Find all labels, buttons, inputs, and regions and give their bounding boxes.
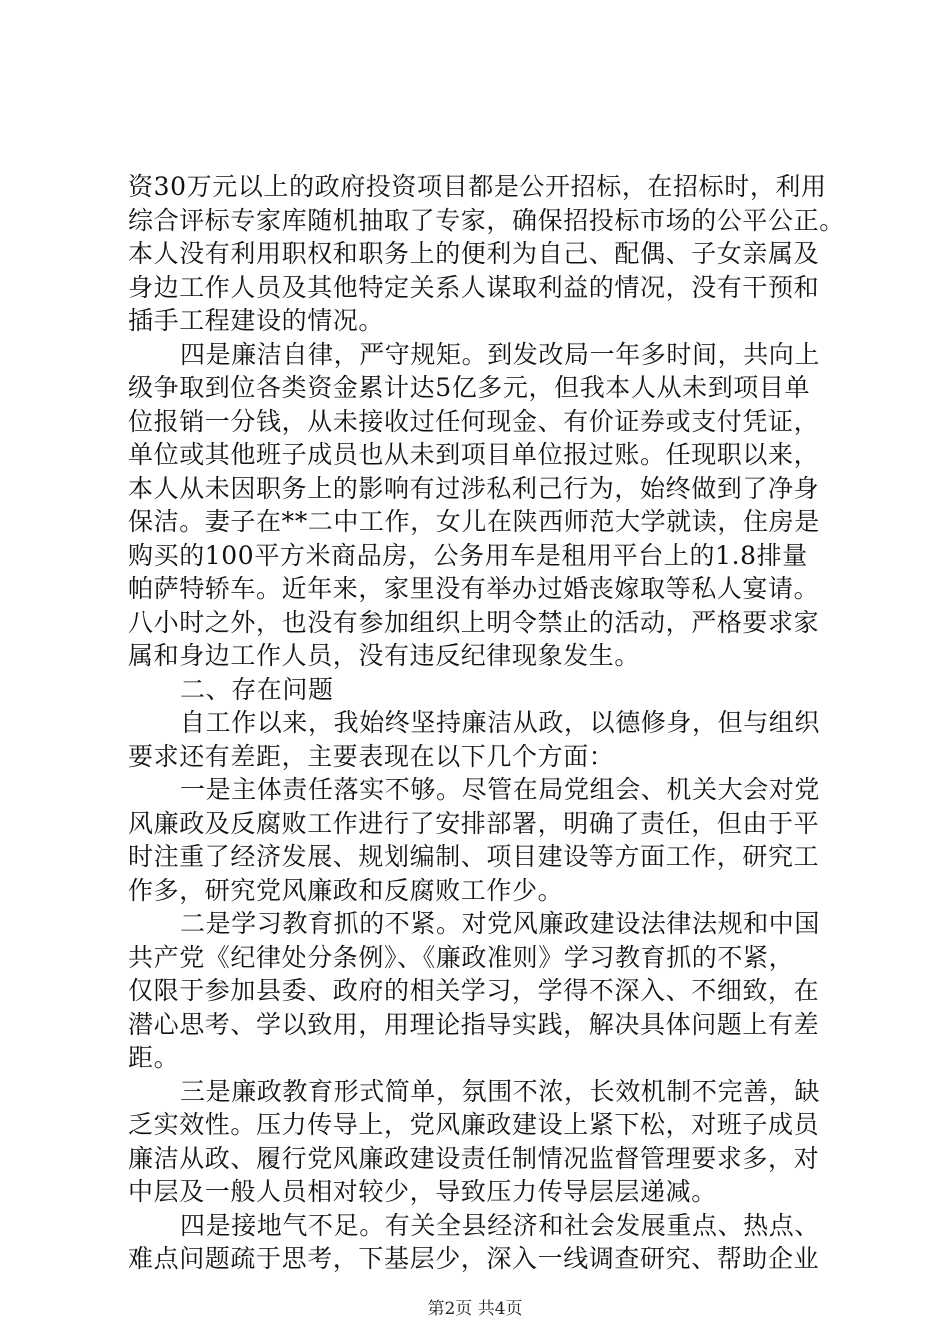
text-line: 自工作以来，我始终坚持廉洁从政，以德修身，但与组织 [180, 708, 821, 737]
page-footer: 第2页 共4页 [427, 1299, 523, 1319]
document-body [128, 170, 845, 1276]
text-line: 乏实效性。压力传导上，党风廉政建设上紧下松，对班子成员 [128, 1110, 820, 1139]
text-line: 四是接地气不足。有关全县经济和社会发展重点、热点、 [180, 1210, 821, 1240]
text-line: 级争取到位各类资金累计达5亿多元，但我本人从未到项目单 [128, 373, 811, 402]
text-line: 难点问题疏于思考，下基层少，深入一线调查研究、帮助企业 [128, 1244, 820, 1273]
text-line: 一是主体责任落实不够。尽管在局党组会、机关大会对党 [180, 775, 821, 804]
text-line: 共产党《纪律处分条例》、《廉政准则》学习教育抓的不紧， [128, 942, 795, 972]
text-line: 综合评标专家库随机抽取了专家，确保招投标市场的公平公正。 [128, 205, 845, 235]
text-line: 八小时之外，也没有参加组织上明令禁止的活动，严格要求家 [128, 607, 820, 637]
text-line: 身边工作人员及其他特定关系人谋取利益的情况，没有干预和 [128, 272, 820, 302]
text-line: 廉洁从政、履行党风廉政建设责任制情况监督管理要求多，对 [128, 1143, 820, 1173]
text-line: 潜心思考、学以致用，用理论指导实践，解决具体问题上有差 [128, 1009, 820, 1039]
text-line: 二是学习教育抓的不紧。对党风廉政建设法律法规和中国 [180, 909, 821, 938]
text-line: 四是廉洁自律，严守规矩。到发改局一年多时间，共向上 [180, 339, 821, 369]
text-line: 单位或其他班子成员也从未到项目单位报过账。任现职以来， [128, 440, 820, 469]
text-line: 购买的100平方米商品房，公务用车是租用平台上的1.8排量 [128, 540, 808, 570]
text-line: 位报销一分钱，从未接收过任何现金、有价证券或支付凭证， [128, 406, 820, 436]
text-line: 插手工程建设的情况。 [128, 306, 385, 335]
text-line: 二、存在问题 [180, 674, 334, 704]
text-line: 保洁。妻子在**二中工作，女儿在陕西师范大学就读，住房是 [128, 507, 820, 536]
text-line: 本人没有利用职权和职务上的便利为自己、配偶、子女亲属及 [128, 239, 820, 268]
text-line: 三是廉政教育形式简单，氛围不浓，长效机制不完善，缺 [180, 1076, 821, 1106]
text-line: 本人从未因职务上的影响有过涉私利己行为，始终做到了净身 [128, 473, 820, 503]
text-line: 帕萨特轿车。近年来，家里没有举办过婚丧嫁取等私人宴请。 [128, 574, 820, 603]
text-line: 时注重了经济发展、规划编制、项目建设等方面工作，研究工 [128, 842, 820, 871]
text-line: 中层及一般人员相对较少，导致压力传导层层递减。 [128, 1177, 717, 1206]
text-line: 仅限于参加县委、政府的相关学习，学得不深入、不细致，在 [128, 976, 820, 1005]
text-line: 要求还有差距，主要表现在以下几个方面： [128, 741, 615, 771]
text-line: 作多，研究党风廉政和反腐败工作少。 [128, 875, 564, 905]
text-line: 属和身边工作人员，没有违反纪律现象发生。 [128, 641, 641, 670]
text-line: 风廉政及反腐败工作进行了安排部署，明确了责任，但由于平 [128, 808, 820, 838]
text-line: 资30万元以上的政府投资项目都是公开招标，在招标时，利用 [128, 172, 827, 201]
text-line: 距。 [128, 1043, 180, 1072]
